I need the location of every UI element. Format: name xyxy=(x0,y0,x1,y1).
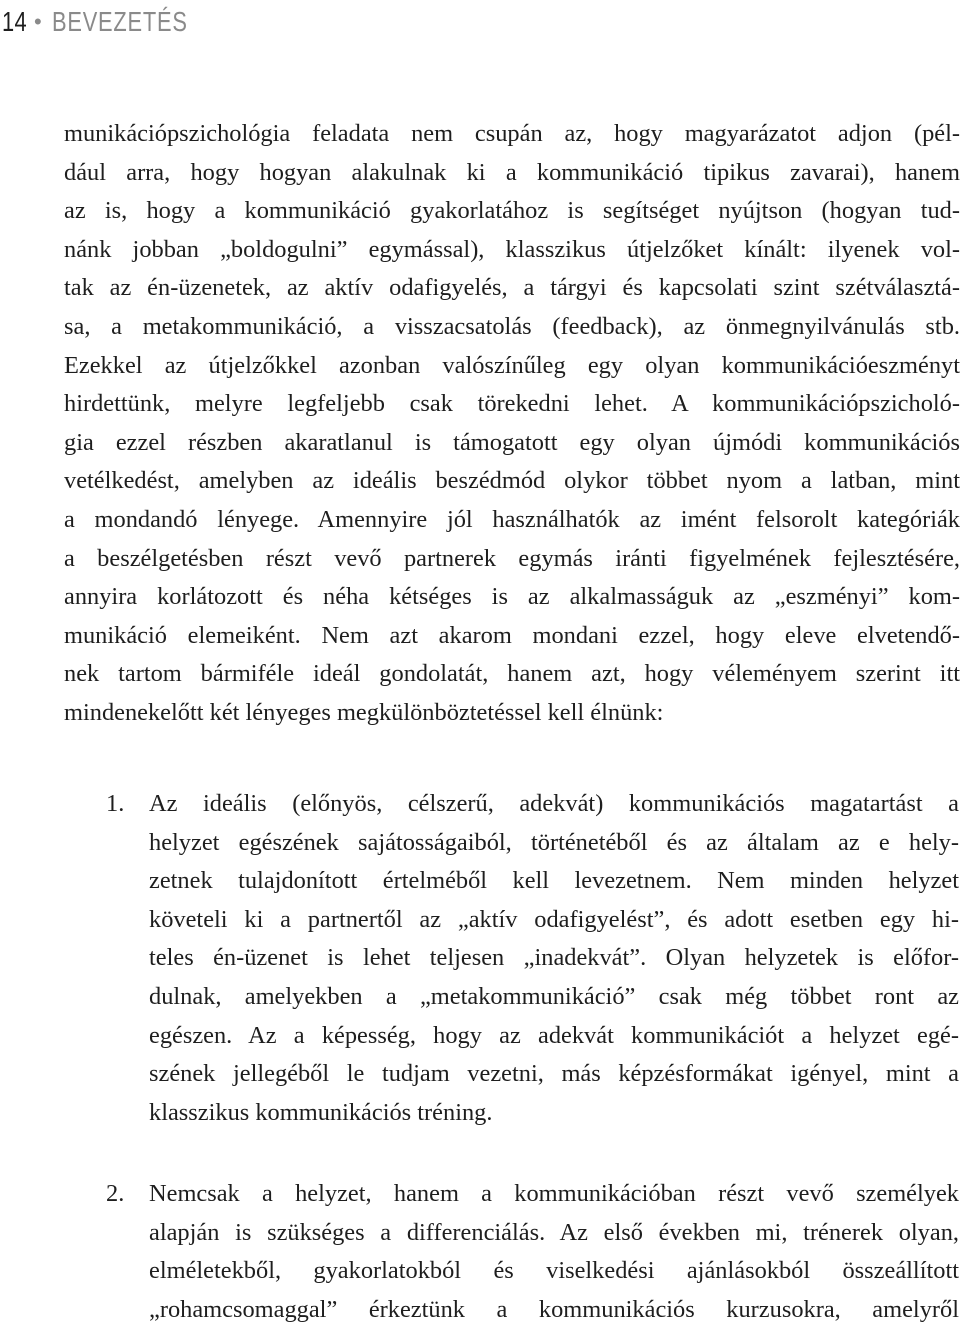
running-head xyxy=(2,2,226,42)
list-item-text xyxy=(149,785,959,1132)
list-item-text xyxy=(149,1175,959,1329)
paragraph-line: a beszélgetésben részt vevő partnerek egymás iránti figyelmének fejlesztésére, xyxy=(64,544,960,572)
list-item-line: helyzet egészének sajátosságaiból, történetéből és az általam az e hely- xyxy=(149,828,959,856)
page-number: 14 xyxy=(2,6,28,37)
list-item-line: alapján is szükséges a differenciálás. Az első években mi, trénerek olyan, xyxy=(149,1218,959,1246)
list-item-line: dulnak, amelyekben a „metakommunikáció” csak még többet ront az xyxy=(149,982,959,1010)
list-item-line: klasszikus kommunikációs tréning. xyxy=(149,1098,493,1126)
list-item-line: zetnek tulajdonított értelméből kell levezetnem. Nem minden helyzet xyxy=(149,867,959,895)
list-marker: 1. xyxy=(106,790,125,817)
paragraph-line: tak az én-üzenetek, az aktív odafigyelés, a tárgyi és kapcsolati szint szétválasztá- xyxy=(64,274,960,302)
paragraph-line: vetélkedést, amelyben az ideális beszédmód olykor többet nyom a latban, mint xyxy=(64,467,960,495)
paragraph-line: gia ezzel részben akaratlanul is támogatott egy olyan újmódi kommunikációs xyxy=(64,428,960,456)
bullet-separator-icon: • xyxy=(34,9,43,34)
list-item-line: Az ideális (előnyös, célszerű, adekvát) kommunikációs magatartást a xyxy=(149,790,959,817)
list-marker: 2. xyxy=(106,1180,125,1207)
paragraph-line: hirdettünk, melyre legfeljebb csak törekedni lehet. A kommunikációpszicholó- xyxy=(64,390,960,418)
list-item-line: szének jellegéből le tudjam vezetni, más képzésformákat igényel, mint a xyxy=(149,1060,959,1088)
paragraph-line: a mondandó lényege. Amennyire jól használhatók az imént felsorolt kategóriák xyxy=(64,505,960,533)
list-item-line: Nemcsak a helyzet, hanem a kommunikációban részt vevő személyek xyxy=(149,1180,959,1207)
list-item-line: egészen. Az a képesség, hogy az adekvát kommunikációt a helyzet egé- xyxy=(149,1021,959,1049)
body-paragraph xyxy=(64,115,960,733)
list-item-line: teles én-üzenet is lehet teljesen „inadekvát”. Olyan helyzetek is előfor- xyxy=(149,944,959,972)
paragraph-line: Ezekkel az útjelzőkkel azonban valószínűleg egy olyan kommunikációeszményt xyxy=(64,351,960,379)
list-item-line: „rohamcsomaggal” érkeztünk a kommunikációs kurzusokra, amelyről xyxy=(149,1295,959,1323)
paragraph-line: munikációpszichológia feladata nem csupán az, hogy magyarázatot adjon (pél- xyxy=(64,120,960,147)
list-item-line: követeli ki a partnertől az „aktív odafigyelést”, és adott esetben egy hi- xyxy=(149,905,959,933)
paragraph-line: dául arra, hogy hogyan alakulnak ki a kommunikáció tipikus zavarai), hanem xyxy=(64,158,960,186)
paragraph-line: nánk jobban „boldogulni” egymással), klasszikus útjelzőket kínált: ilyenek vol- xyxy=(64,235,960,263)
paragraph-line: nek tartom bármiféle ideál gondolatát, hanem azt, hogy véleményem szerint itt xyxy=(64,660,960,688)
paragraph-line: annyira korlátozott és néha kétséges is az alkalmasságuk az „eszményi” kom- xyxy=(64,583,960,611)
paragraph-line: mindenekelőtt két lényeges megkülönböztetéssel kell élnünk: xyxy=(64,698,664,726)
paragraph-line: sa, a metakommunikáció, a visszacsatolás (feedback), az önmegnyilvánulás stb. xyxy=(64,312,960,340)
list-item-line: elméletekből, gyakorlatokból és viselkedési ajánlásokból összeállított xyxy=(149,1257,959,1285)
paragraph-line: az is, hogy a kommunikáció gyakorlatához is segítséget nyújtson (hogyan tud- xyxy=(64,197,960,225)
section-title: BEVEZETÉS xyxy=(52,6,188,37)
paragraph-line: munikáció elemeiként. Nem azt akarom mondani ezzel, hogy eleve elvetendő- xyxy=(64,621,960,649)
